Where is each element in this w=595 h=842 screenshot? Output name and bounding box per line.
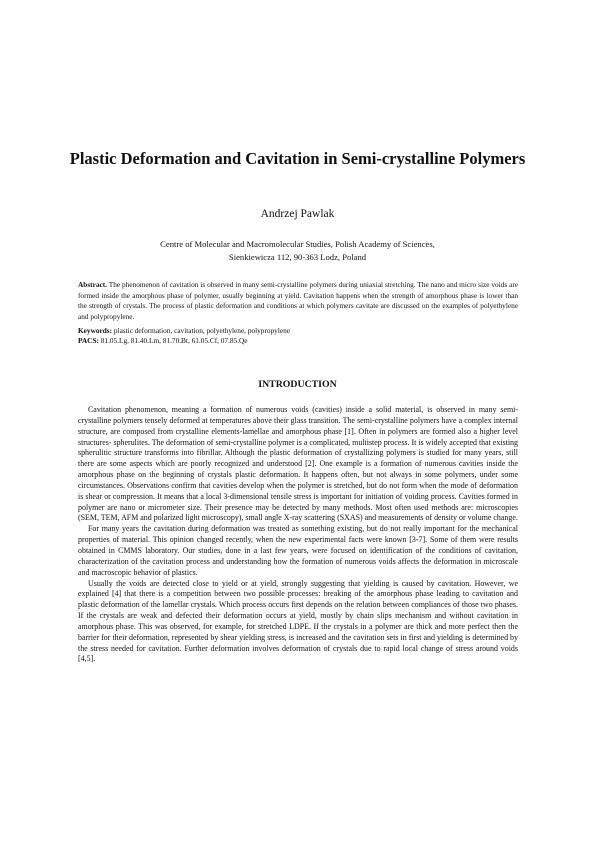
affiliation-line-1: Centre of Molecular and Macromolecular Studies, Polish Academy of Sciences, bbox=[160, 239, 435, 249]
keywords-block bbox=[78, 326, 518, 347]
pacs-line bbox=[78, 336, 518, 346]
affiliation-line-2: Sienkiewicza 112, 90-363 Lodz, Poland bbox=[228, 251, 367, 262]
keywords-label: Keywords: bbox=[78, 326, 113, 335]
pacs-label: PACS: bbox=[78, 336, 99, 346]
keywords-text: plastic deformation, cavitation, polyethylene, polypropylene bbox=[113, 326, 290, 335]
abstract-text: The phenomenon of cavitation is observed in many semi-crystalline polymers during uniaxial stretching. The nano and micro size voids are formed inside the amorphous phase of polymer, usually beginning at yield. Cavitation happens when the strength of amorphous phase is lower than the strength of crystals. The process of plastic deformation and conditions at which polymers cavitate are discussed on the examples of polyethylene and polypropylene. bbox=[78, 280, 518, 321]
paragraph: For many years the cavitation during deformation was treated as something existing, but do not really important for the mechanical properties of material. This opinion changed recently, when the new experimental facts were known [3-7]. Some of them were results obtained in CMMS laboratory. Our studies, done in a last few years, were focused on identification of the conditions of cavitation, characterization of the cavitation process and understanding how the formation of numerous voids affects the deformation in microscale and macroscopic behavior of plastics. bbox=[78, 524, 518, 577]
paper-title: Plastic Deformation and Cavitation in Semi-crystalline Polymers bbox=[69, 149, 526, 168]
section-heading: INTRODUCTION bbox=[258, 379, 337, 390]
abstract bbox=[78, 280, 518, 322]
author-name: Andrzej Pawlak bbox=[260, 208, 335, 220]
pacs-text: 81.05.Lg, 81.40.Lm, 81.70.Bt, 61.05.Cf, 07.85.Qe bbox=[100, 336, 248, 346]
abstract-label: Abstract. bbox=[78, 280, 107, 289]
body-text bbox=[78, 405, 518, 665]
affiliation bbox=[60, 238, 535, 263]
keywords-line bbox=[78, 326, 518, 336]
paragraph: Usually the voids are detected close to yield or at yield, strongly suggesting that yielding is caused by cavitation. However, we explained [4] that there is a competition between two possible processes: breaking of the amorphous phase leading to cavitation and plastic deformation of the lamellar crystals. Which process occurs first depends on the relation between compliances of those two phases. If the crystals are weak and defected their deformation occurs at yield, mostly by chain slips mechanism and without cavitation in amorphous phase. This was observed, for example, for stretched LDPE. If the crystals in a polymer are thick and more perfect then the barrier for their deformation, represented by shear yielding stress, is increased and the cavitation sets in first and yielding is determined by the stress needed for cavitation. Further deformation involves deformation of crystals due to rapid local change of stress around voids [4,5]. bbox=[78, 578, 518, 664]
paragraph: Cavitation phenomenon, meaning a formation of numerous voids (cavities) inside a solid material, is observed in many semi-crystalline polymers tensely deformed at temperatures above their glass transition. The semi-crystalline polymers have a complex internal structure, are composed from crystalline elements-lamellae and amorphous phase [1]. Often in polymers are formed also a higher level structures- spherulites. The deformation of semi-crystalline polymer is a complicated, multistep process. It is widely accepted that existing spherulitic structure transforms into fibrillar. Although the plastic deformation of crystallizing polymers is studied for many years, still there are some aspects which are poorly recognized and understood [2]. One example is a formation of numerous cavities inside the amorphous phase on the beginning of crystals plastic deformation. It happens often, but not always in some polymers, under some circumstances. Observations confirm that cavities develop when the polymer is stretched, but do not form when the mode of deformation is shear or compression. It means that a local 3-dimensional tensile stress is important for initiation of voiding process. Cavities formed in polymer are nano or micrometer size. Their presence may be detected by many methods. Most often used methods are: microscopies (SEM, TEM, AFM and polarized light microscopy), small angle X-ray scattering (SXAS) and measurements of density or volume change. bbox=[78, 405, 518, 523]
